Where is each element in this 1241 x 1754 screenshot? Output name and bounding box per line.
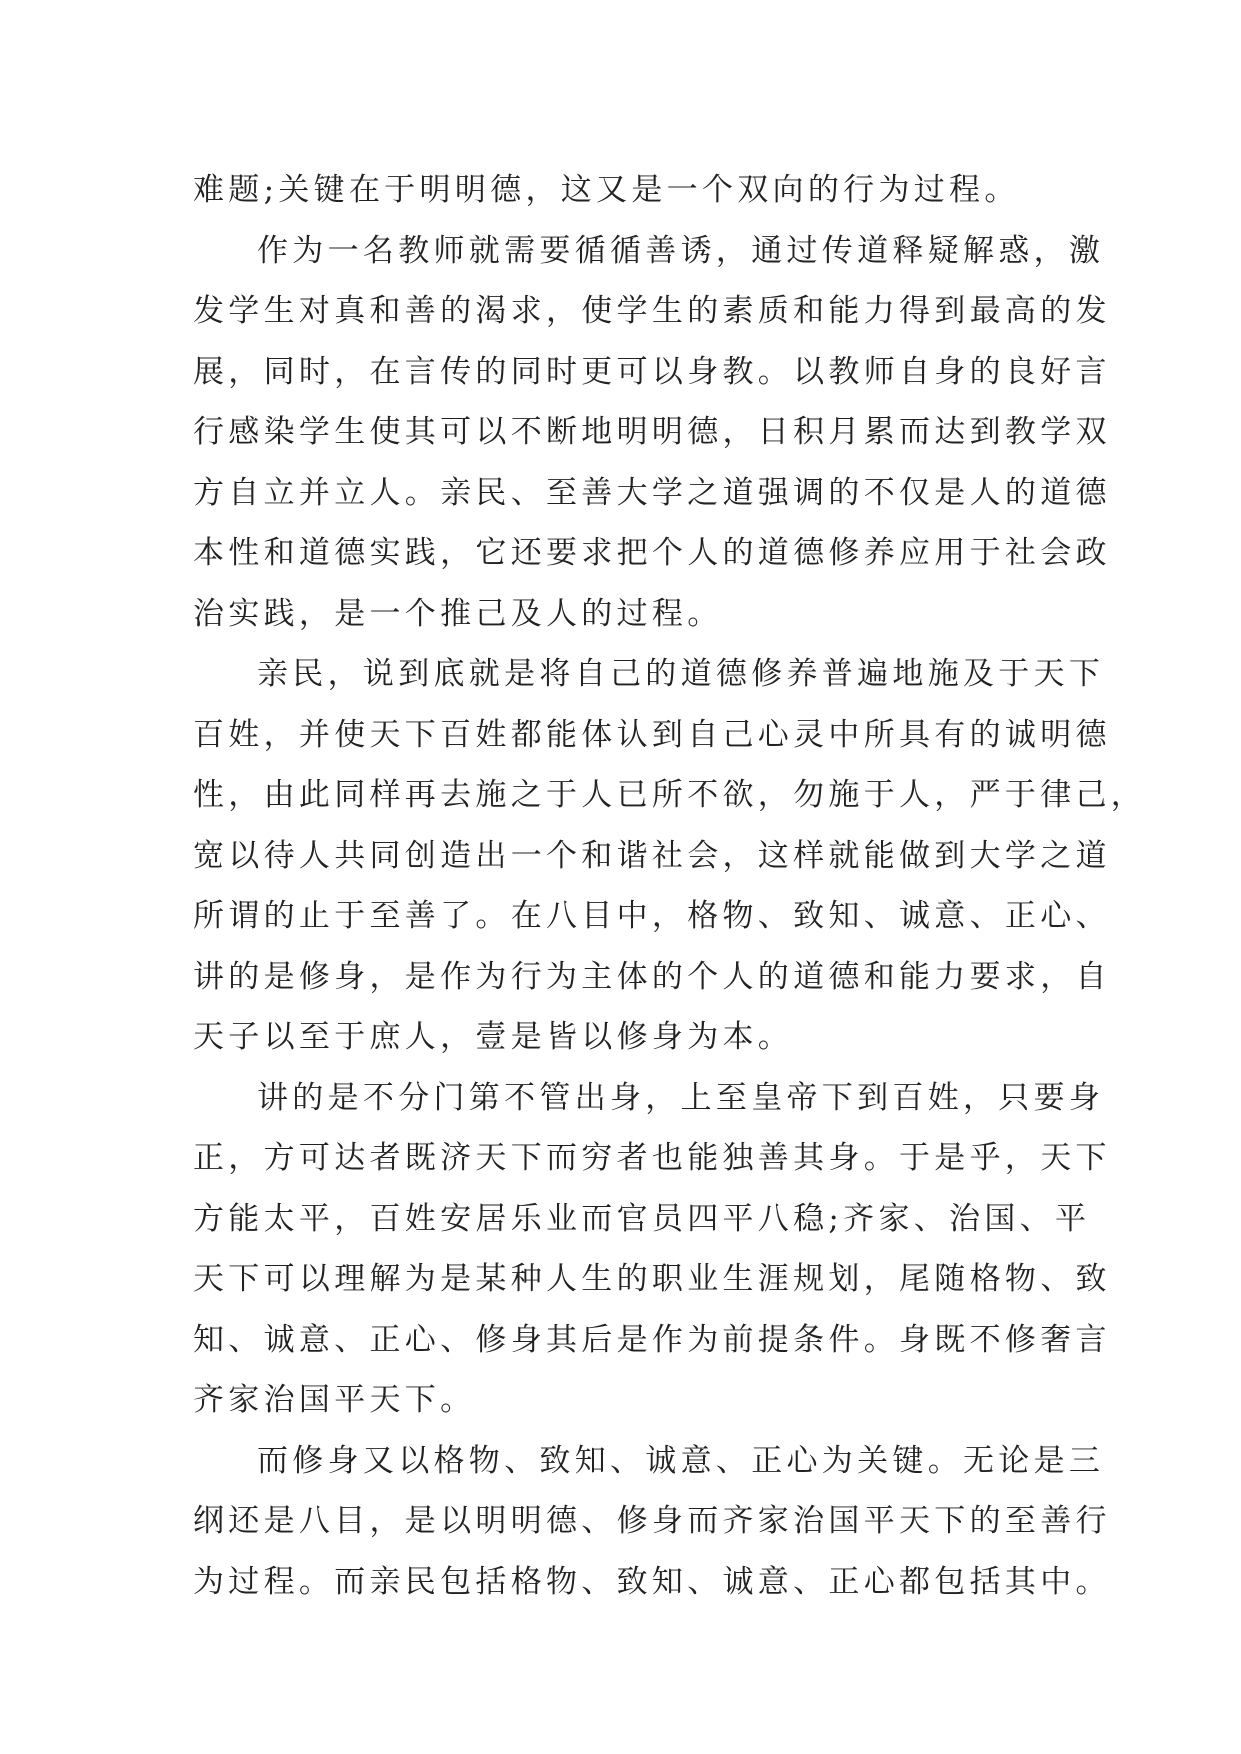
text-line: 性，由此同样再去施之于人已所不欲，勿施于人，严于律己， <box>193 777 1147 813</box>
paragraph-first-line: 讲的是不分门第不管出身，上至皇帝下到百姓，只要身 <box>257 1079 1105 1116</box>
text-line: 为过程。而亲民包括格物、致知、诚意、正心都包括其中。 <box>193 1563 1111 1600</box>
paragraph-first-line: 亲民，说到底就是将自己的道德修养普遍地施及于天下 <box>257 656 1105 692</box>
text-line: 齐家治国平天下。 <box>193 1382 476 1418</box>
text-line: 正，方可达者既济天下而穷者也能独善其身。于是乎，天下 <box>193 1140 1111 1176</box>
text-line: 天子以至于庶人，壹是皆以修身为本。 <box>193 1019 794 1055</box>
text-line: 讲的是修身，是作为行为主体的个人的道德和能力要求，自 <box>193 958 1111 995</box>
text-line: 方能太平，百姓安居乐业而官员四平八稳;齐家、治国、平 <box>193 1200 1091 1237</box>
text-line: 纲还是八目，是以明明德、修身而齐家治国平天下的至善行 <box>193 1503 1111 1539</box>
text-line: 宽以待人共同创造出一个和谐社会，这样就能做到大学之道 <box>193 837 1111 874</box>
text-line: 行感染学生使其可以不断地明明德，日积月累而达到教学双 <box>193 414 1111 450</box>
text-line: 知、诚意、正心、修身其后是作为前提条件。身既不修奢言 <box>193 1321 1111 1358</box>
text-line: 展，同时，在言传的同时更可以身教。以教师自身的良好言 <box>193 353 1111 390</box>
text-line: 治实践，是一个推己及人的过程。 <box>193 595 723 632</box>
text-line: 方自立并立人。亲民、至善大学之道强调的不仅是人的道德 <box>193 474 1111 511</box>
text-line: 百姓，并使天下百姓都能体认到自己心灵中所具有的诚明德 <box>193 716 1111 753</box>
text-line: 所谓的止于至善了。在八目中，格物、致知、诚意、正心、 <box>193 898 1111 934</box>
document-body <box>193 160 1147 1612</box>
paragraph-first-line: 作为一名教师就需要循循善诱，通过传道释疑解惑，激 <box>257 232 1105 269</box>
text-line: 本性和道德实践，它还要求把个人的道德修养应用于社会政 <box>193 535 1111 571</box>
text-line: 天下可以理解为是某种人生的职业生涯规划，尾随格物、致 <box>193 1261 1111 1297</box>
paragraph-first-line: 而修身又以格物、致知、诚意、正心为关键。无论是三 <box>257 1442 1105 1479</box>
text-line: 发学生对真和善的渴求，使学生的素质和能力得到最高的发 <box>193 293 1111 329</box>
text-line: 难题;关键在于明明德，这又是一个双向的行为过程。 <box>193 172 1020 208</box>
